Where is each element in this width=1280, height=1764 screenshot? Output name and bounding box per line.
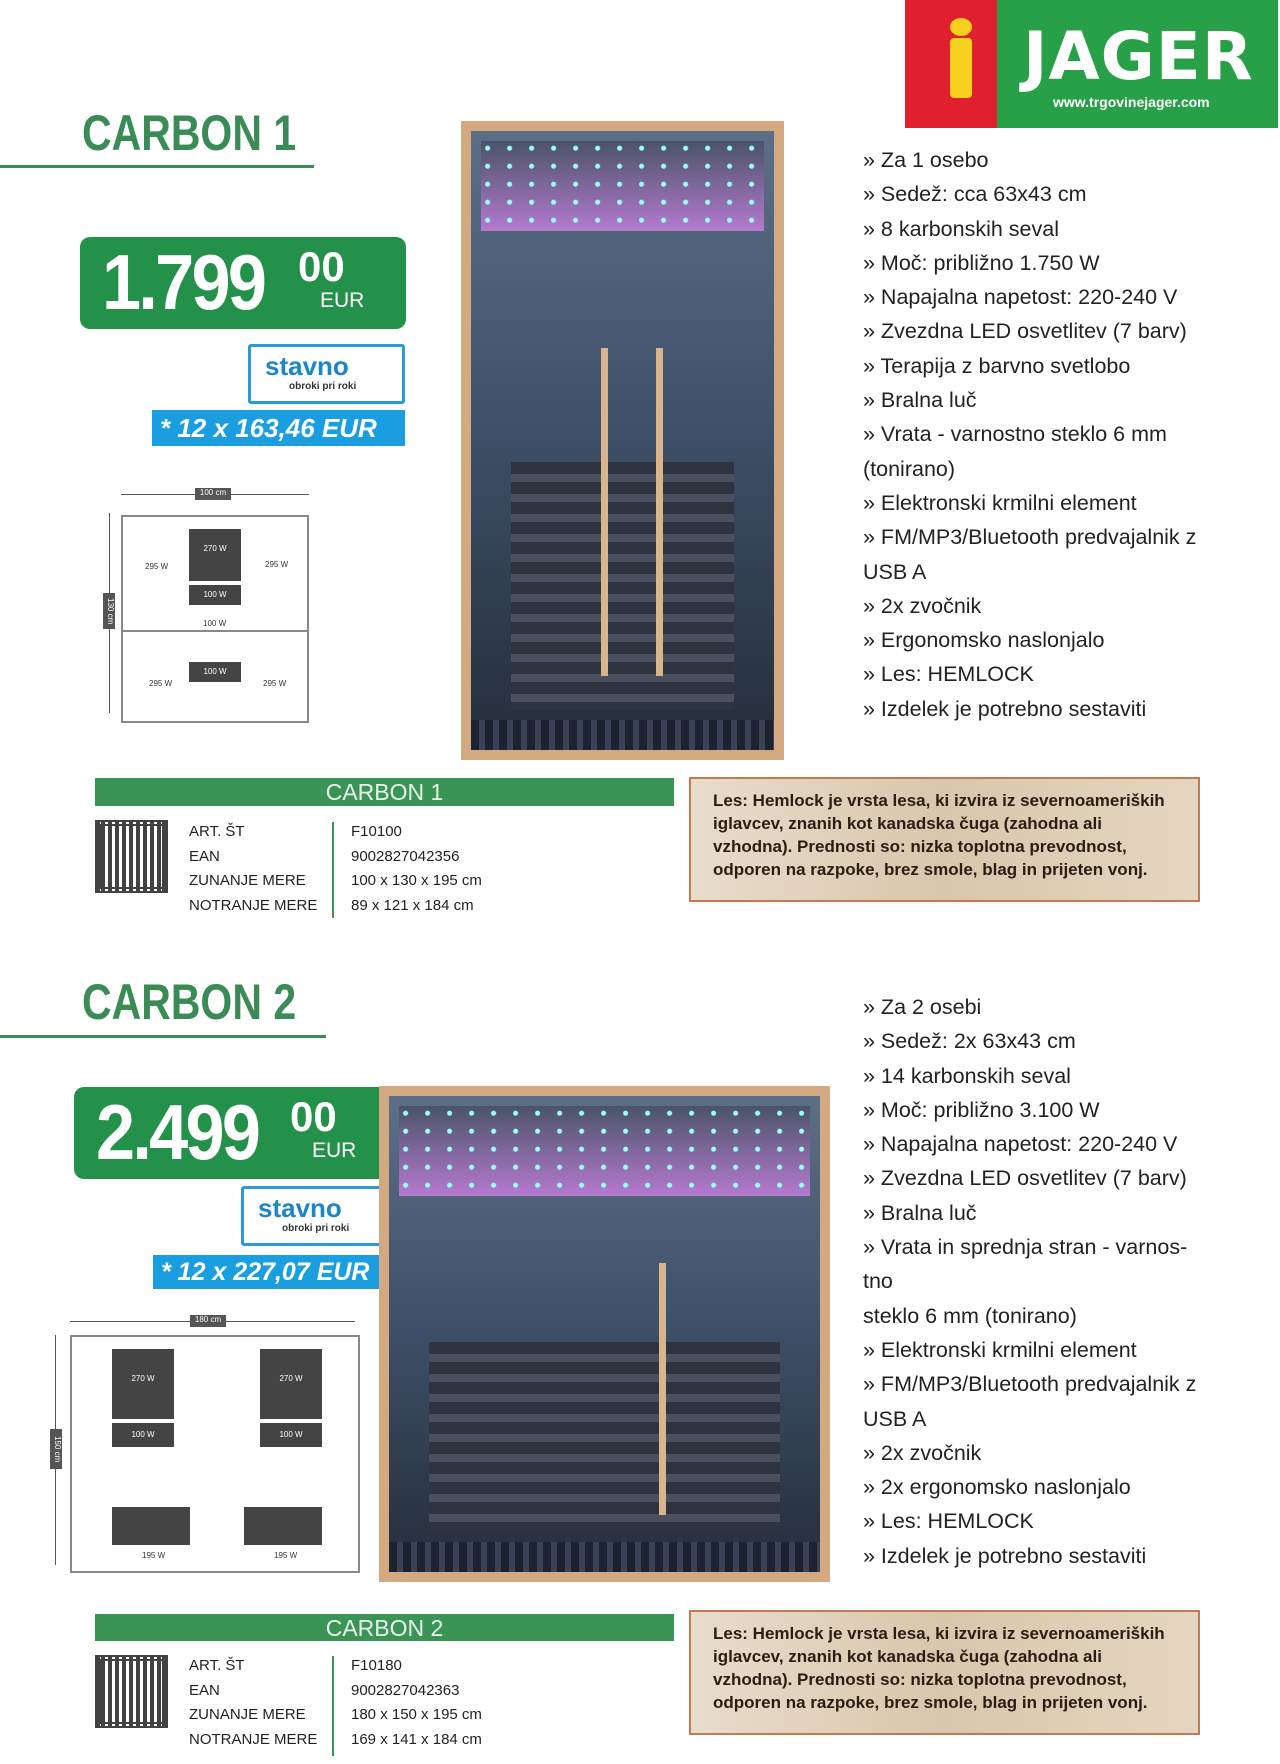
panel: 100 W (189, 662, 241, 682)
spec-value: 100 x 130 x 195 cm (351, 872, 482, 890)
installment-bar: * 12 x 227,07 EUR (153, 1255, 388, 1289)
price-box (80, 237, 406, 329)
feature-item: » Za 2 osebi (863, 995, 982, 1019)
sauna-image (461, 121, 784, 760)
price-cents: 00 (298, 243, 345, 290)
feature-item: (tonirano) (863, 456, 956, 481)
panel-label: 295 W (149, 679, 173, 688)
product-title: CARBON 1 (82, 105, 297, 161)
spec-value: 9002827042356 (351, 847, 460, 865)
logo-dot (950, 18, 972, 36)
stavno-badge[interactable] (248, 344, 405, 404)
feature-item: » 14 karbonskih seval (863, 1063, 1071, 1088)
panel: 100 W (189, 585, 241, 605)
spec-values (351, 1654, 482, 1753)
stavno-label: stavno (265, 351, 349, 381)
panel-label: 100 W (203, 619, 227, 628)
panel: 270 W (189, 529, 241, 581)
feature-item: » Izdelek je potrebno sestaviti (863, 1543, 1147, 1568)
wood-note: Les: Hemlock je vrsta lesa, ki izvira iz severnoameriških iglavcev, znanih kot kanadska čuga (zahodna ali vzhodna). Prednosti so: nizka toplotna prevodnost, odporen na razpoke, brez smole, blag in prijeten vonj. (689, 1610, 1200, 1735)
logo-url: www.trgovinejager.com (1053, 94, 1210, 110)
feature-item: » Sedež: cca 63x43 cm (863, 182, 1087, 207)
spec-divider (332, 1656, 334, 1756)
spec-value: 9002827042363 (351, 1681, 460, 1699)
feature-item: » Bralna luč (863, 388, 977, 413)
feature-item: » Terapija z barvno svetlobo (863, 353, 1131, 378)
price-currency: EUR (312, 1139, 357, 1162)
spec-value: 169 x 141 x 184 cm (351, 1731, 482, 1749)
feature-item: » Napajalna napetost: 220-240 V (863, 285, 1178, 310)
stavno-label: stavno (258, 1193, 342, 1223)
spec-label: ART. ŠT (189, 1657, 245, 1674)
feature-item: » FM/MP3/Bluetooth predvajalnik z (863, 1372, 1197, 1397)
qr-code[interactable] (95, 820, 168, 893)
feature-item: » Bralna luč (863, 1200, 977, 1225)
dim-width: 180 cm (190, 1315, 226, 1327)
wood-note: Les: Hemlock je vrsta lesa, ki izvira iz severnoameriških iglavcev, znanih kot kanadska čuga (zahodna ali vzhodna). Prednosti so: nizka toplotna prevodnost, odporen na razpoke, brez smole, blag in prijeten vonj. (689, 777, 1200, 902)
panel: 270 W (260, 1349, 322, 1419)
feature-item: » Vrata in sprednja stran - varnos- (863, 1235, 1188, 1260)
spec-label: ZUNANJE MERE (189, 872, 306, 890)
feature-list (863, 990, 1213, 1573)
panel-label: 295 W (263, 679, 287, 688)
qr-code[interactable] (95, 1655, 168, 1728)
feature-item: » 8 karbonskih seval (863, 216, 1059, 241)
spec-label: NOTRANJE MERE (189, 897, 318, 915)
spec-value: 89 x 121 x 184 cm (351, 897, 474, 915)
feature-item: » Elektronski krmilni element (863, 1337, 1137, 1362)
dim-depth: 150 cm (50, 1429, 62, 1469)
feature-list (863, 143, 1213, 726)
feature-item: steklo 6 mm (tonirano) (863, 1303, 1077, 1328)
feature-item: » Moč: približno 3.100 W (863, 1097, 1100, 1122)
panel-label: 295 W (265, 560, 289, 569)
feature-item: » 2x zvočnik (863, 593, 982, 618)
panel (244, 1507, 322, 1545)
feature-item: » Vrata - varnostno steklo 6 mm (863, 422, 1167, 447)
panel: 100 W (112, 1423, 174, 1447)
spec-divider (332, 822, 334, 918)
stavno-sub: obroki pri roki (282, 1223, 350, 1234)
dim-depth: 130 cm (103, 593, 115, 629)
feature-item: » Les: HEMLOCK (863, 1509, 1034, 1534)
spec-header: CARBON 1 (95, 778, 674, 806)
panel-label: 295 W (145, 562, 169, 571)
title-underline (0, 165, 314, 168)
spec-label: NOTRANJE MERE (189, 1731, 318, 1749)
spec-value: F10100 (351, 823, 402, 840)
spec-value: F10180 (351, 1657, 402, 1674)
panel: 270 W (112, 1349, 174, 1419)
feature-item: tno (863, 1269, 893, 1294)
title-underline (0, 1035, 326, 1038)
price-main: 1.799 (102, 238, 265, 326)
price-box (74, 1087, 393, 1179)
feature-item: » Zvezdna LED osvetlitev (7 barv) (863, 319, 1187, 344)
floor-plan-diagram (50, 1311, 365, 1578)
installment-bar: * 12 x 163,46 EUR (152, 410, 405, 446)
feature-item: » FM/MP3/Bluetooth predvajalnik z (863, 525, 1197, 550)
dim-width: 100 cm (195, 488, 231, 500)
feature-item: » Les: HEMLOCK (863, 662, 1034, 687)
panel (112, 1507, 190, 1545)
feature-item: » Sedež: 2x 63x43 cm (863, 1029, 1076, 1054)
product-title: CARBON 2 (82, 974, 297, 1030)
spec-label: ZUNANJE MERE (189, 1706, 306, 1724)
sauna-image (379, 1086, 830, 1582)
spec-labels (189, 820, 317, 919)
feature-item: USB A (863, 1406, 927, 1431)
feature-item: » 2x ergonomsko naslonjalo (863, 1475, 1131, 1500)
price-cents: 00 (290, 1093, 337, 1140)
stavno-badge[interactable] (241, 1186, 388, 1246)
spec-labels (189, 1654, 317, 1753)
spec-header: CARBON 2 (95, 1614, 674, 1641)
feature-item: » Zvezdna LED osvetlitev (7 barv) (863, 1166, 1187, 1191)
spec-values (351, 820, 482, 919)
feature-item: » Za 1 osebo (863, 148, 989, 172)
feature-item: USB A (863, 559, 927, 584)
price-currency: EUR (320, 289, 365, 312)
feature-item: » Elektronski krmilni element (863, 490, 1137, 515)
spec-value: 180 x 150 x 195 cm (351, 1706, 482, 1724)
feature-item: » Moč: približno 1.750 W (863, 250, 1100, 275)
spec-label: ART. ŠT (189, 823, 245, 840)
panel-label: 195 W (274, 1551, 298, 1560)
panel: 100 W (260, 1423, 322, 1447)
logo-name: JAGER (1023, 18, 1254, 95)
jager-logo[interactable] (905, 0, 1278, 128)
logo-i-mark (950, 38, 972, 98)
feature-item: » Ergonomsko naslonjalo (863, 628, 1105, 653)
feature-item: » Napajalna napetost: 220-240 V (863, 1132, 1178, 1157)
feature-item: » 2x zvočnik (863, 1440, 982, 1465)
floor-plan-diagram (101, 483, 314, 730)
spec-label: EAN (189, 847, 220, 865)
stavno-sub: obroki pri roki (289, 381, 357, 392)
feature-item: » Izdelek je potrebno sestaviti (863, 696, 1147, 721)
panel-label: 195 W (142, 1551, 166, 1560)
price-main: 2.499 (96, 1088, 259, 1176)
spec-label: EAN (189, 1681, 220, 1699)
